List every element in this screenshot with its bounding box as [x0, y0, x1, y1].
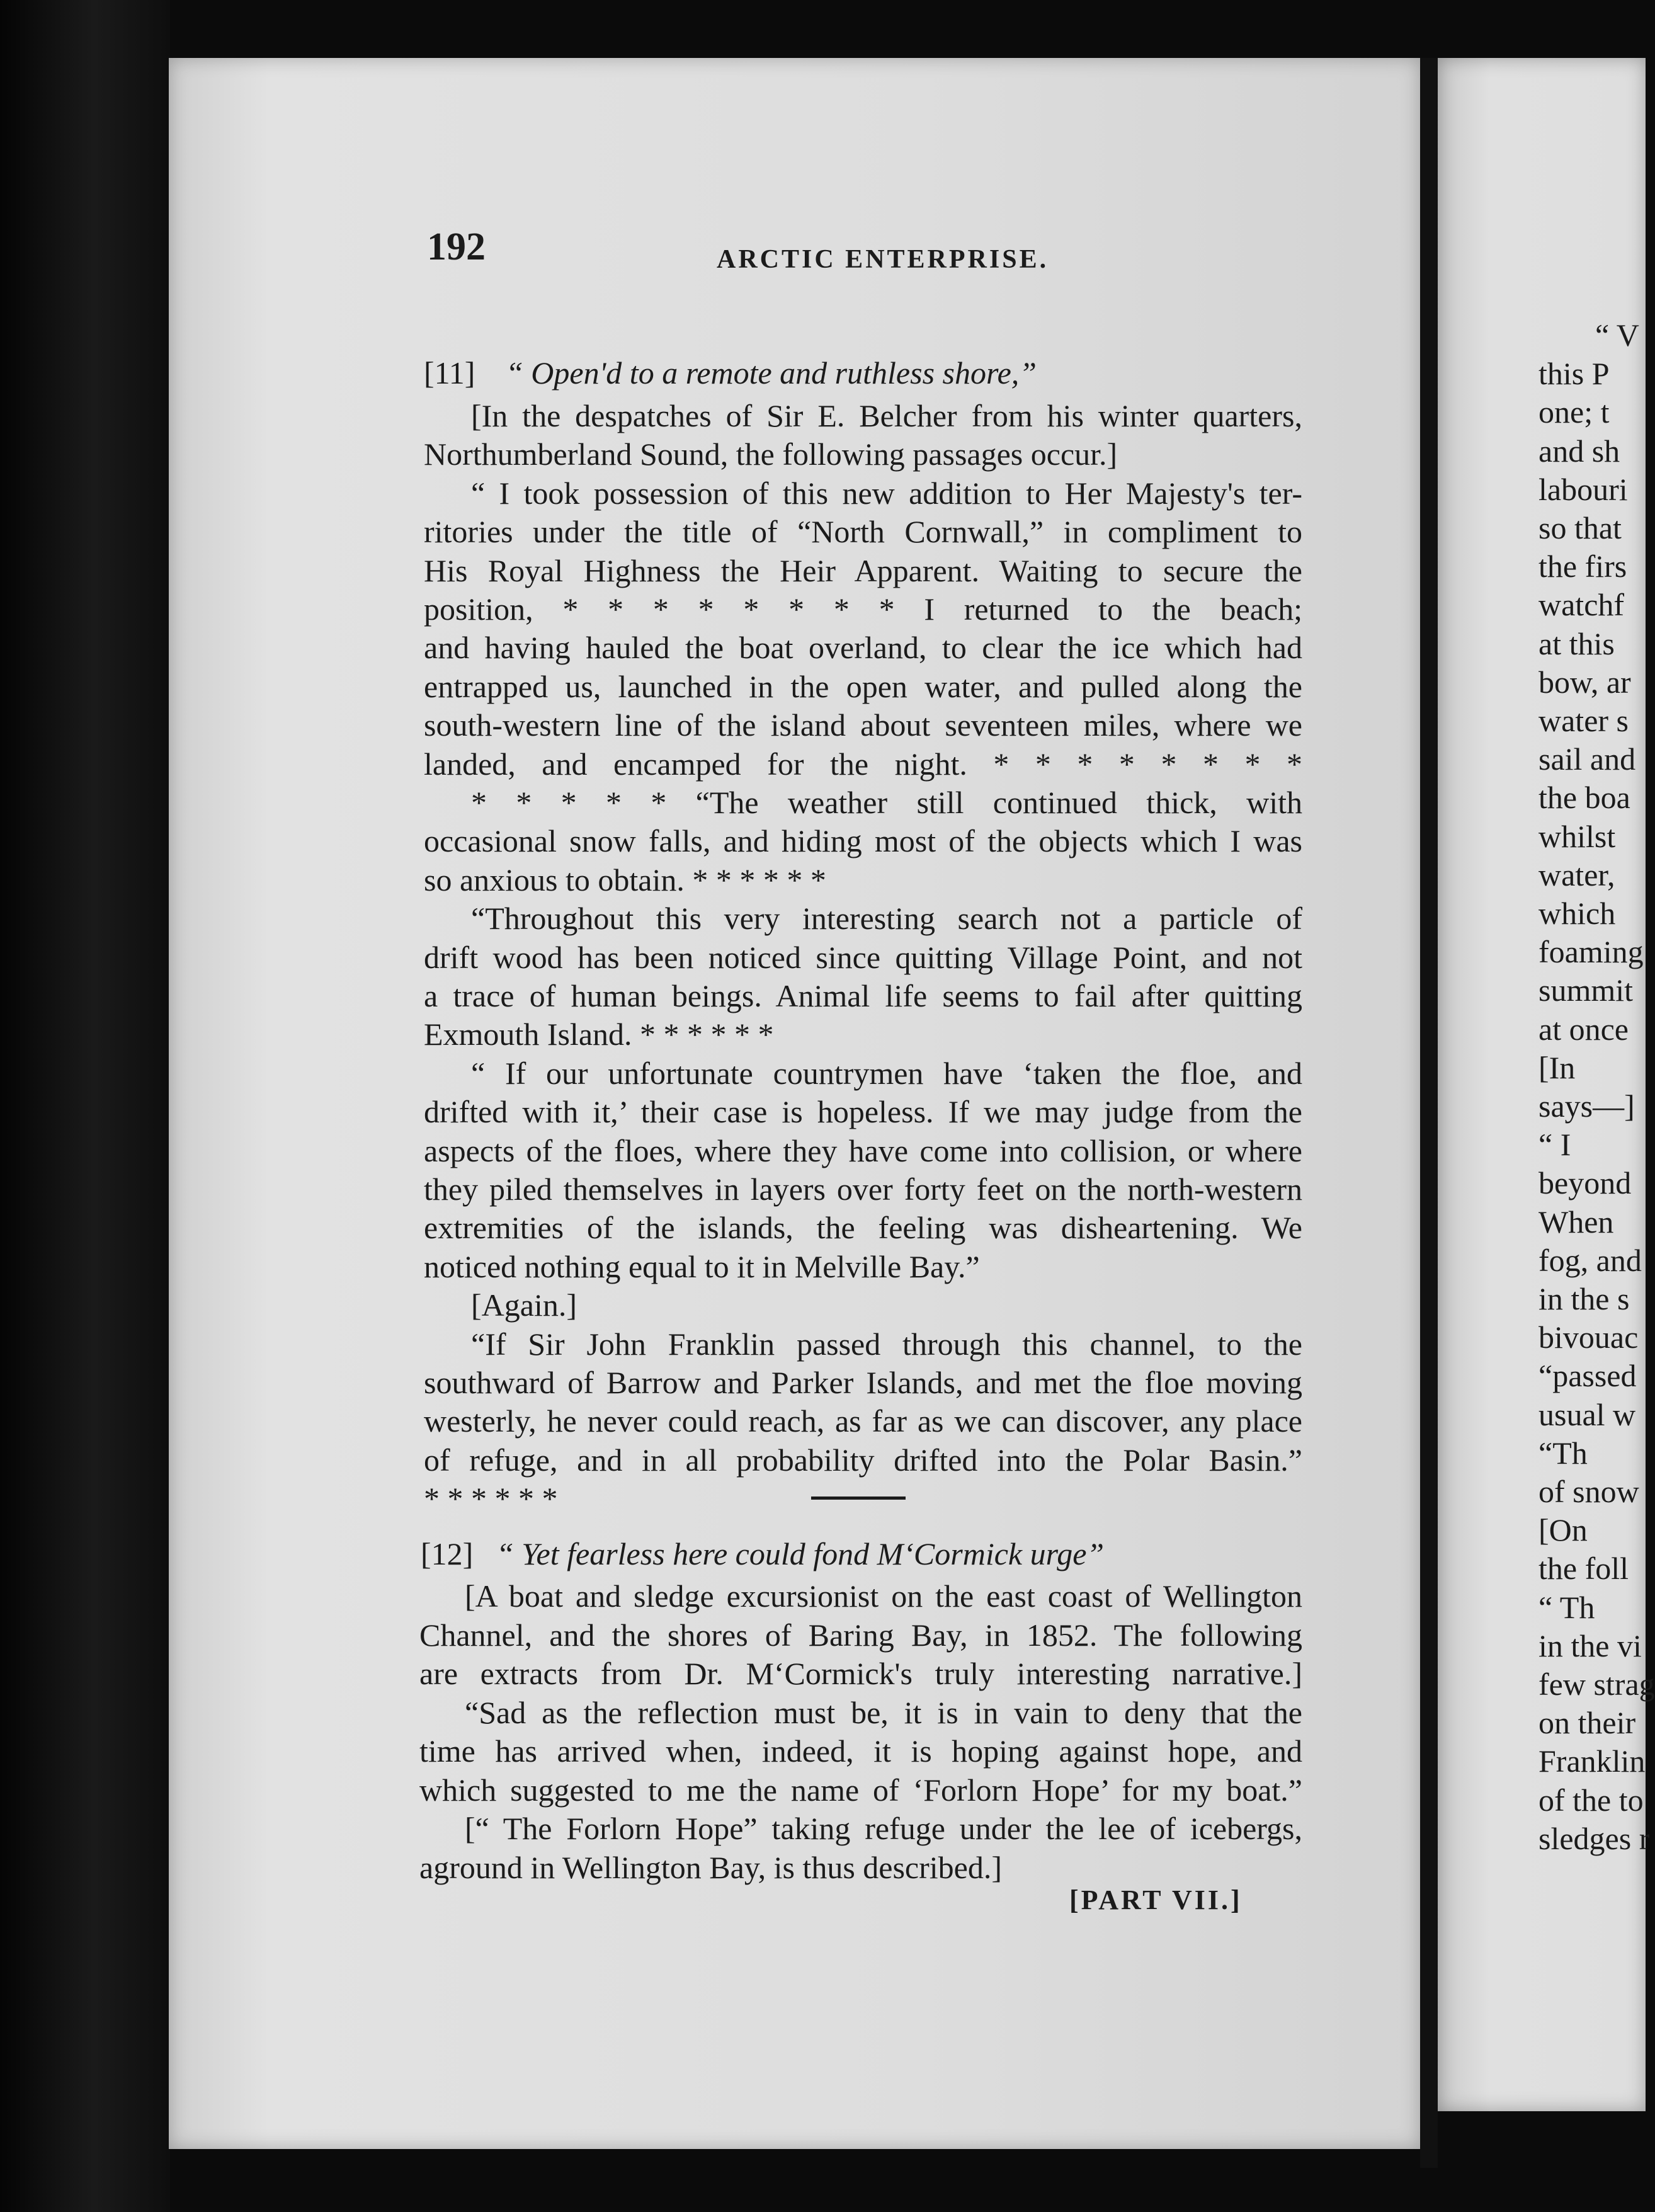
right-page-fragment: this P	[1538, 356, 1610, 391]
right-page-fragment: fog, and	[1538, 1243, 1642, 1278]
body-line: drifted with it,’ their case is hopeless. If we may judge from the	[424, 1094, 1302, 1129]
right-page-fragment: Franklin	[1538, 1743, 1646, 1779]
section-divider	[811, 1497, 906, 1500]
body-line: a trace of human beings. Animal life seems to fail after quitting	[424, 978, 1302, 1013]
right-page-fragment: at this	[1538, 626, 1615, 661]
body-line: entrapped us, launched in the open water, and pulled along the	[424, 669, 1302, 704]
body-line: south-western line of the island about seventeen miles, where we	[424, 707, 1302, 743]
body-line: * * * * * “The weather still continued thick, with	[471, 785, 1302, 820]
body-line: landed, and encamped for the night. * * * * * * * *	[424, 746, 1302, 782]
body-line: * * * * * *	[424, 1481, 558, 1516]
right-page-fragment: When	[1538, 1204, 1614, 1240]
section-11-title: “ Open'd to a remote and ruthless shore,”	[506, 355, 1037, 391]
body-line: extremities of the islands, the feeling was disheartening. We	[424, 1210, 1302, 1245]
right-page-fragment: which	[1538, 896, 1616, 931]
right-page-fragment: whilst	[1538, 819, 1616, 854]
left-page	[169, 58, 1420, 2149]
body-line: Exmouth Island. * * * * * *	[424, 1017, 774, 1052]
body-line: [“ The Forlorn Hope” taking refuge under the lee of icebergs,	[465, 1811, 1302, 1846]
right-page-fragment: on their	[1538, 1705, 1636, 1740]
body-line: of refuge, and in all probability drifted into the Polar Basin.”	[424, 1442, 1302, 1478]
body-line: so anxious to obtain. * * * * * *	[424, 862, 826, 898]
running-title: ARCTIC ENTERPRISE.	[717, 245, 1049, 274]
right-page-fragment: summit	[1538, 972, 1634, 1008]
right-page-fragment: water,	[1538, 857, 1615, 892]
right-page-fragment: so that	[1538, 510, 1622, 545]
right-page-fragment: the foll	[1538, 1551, 1629, 1586]
right-page-fragment: watchf	[1538, 587, 1625, 622]
right-page-fragment: few strag	[1538, 1667, 1655, 1702]
right-page-fragment: “ I	[1538, 1127, 1571, 1162]
body-line: westerly, he never could reach, as far as we can discover, any place	[424, 1403, 1302, 1439]
right-page-fragment: “ Th	[1538, 1590, 1595, 1625]
right-page-fragment: sledges r	[1538, 1821, 1650, 1856]
body-line: position, * * * * * * * * I returned to the beach;	[424, 591, 1302, 627]
body-line: noticed nothing equal to it in Melville Bay.”	[424, 1249, 980, 1284]
body-line: Northumberland Sound, the following passages occur.]	[424, 436, 1118, 472]
body-line: drift wood has been noticed since quitting Village Point, and not	[424, 940, 1302, 975]
body-line: they piled themselves in layers over forty feet on the north-western	[424, 1172, 1302, 1207]
body-line: “If Sir John Franklin passed through this channel, to the	[471, 1326, 1302, 1362]
body-line: His Royal Highness the Heir Apparent. Waiting to secure the	[424, 553, 1302, 588]
body-line: aground in Wellington Bay, is thus described.]	[419, 1850, 1002, 1885]
right-page-fragment: foaming	[1538, 934, 1644, 969]
body-line: “Throughout this very interesting search not a particle of	[471, 901, 1302, 936]
right-page-fragment: the firs	[1538, 549, 1627, 584]
right-page-fragment: “ V	[1595, 317, 1639, 353]
body-line: [In the despatches of Sir E. Belcher from his winter quarters,	[471, 398, 1302, 433]
right-page-fragment: of the to	[1538, 1782, 1644, 1818]
body-line: time has arrived when, indeed, it is hoping against hope, and	[419, 1733, 1302, 1769]
right-page-fragment: water s	[1538, 703, 1629, 738]
right-page	[1438, 58, 1655, 2111]
right-page-fragment: at once	[1538, 1012, 1629, 1047]
section-12-number: [12]	[421, 1536, 474, 1571]
right-page-fragment: [In	[1538, 1050, 1576, 1085]
catchword: [PART VII.]	[1069, 1884, 1243, 1915]
page-gutter	[1420, 58, 1438, 2168]
body-line: [A boat and sledge excursionist on the east coast of Wellington	[465, 1578, 1302, 1614]
body-line: aspects of the floes, where they have come into collision, or where	[424, 1133, 1302, 1168]
page-number: 192	[427, 225, 486, 268]
right-page-fragment: says—]	[1538, 1088, 1635, 1124]
body-line: “ I took possession of this new addition to Her Majesty's ter-	[471, 476, 1302, 511]
right-page-fragment: bivouac	[1538, 1320, 1639, 1355]
right-page-fragment: labouri	[1538, 472, 1628, 507]
right-page-fragment: in the vi	[1538, 1628, 1642, 1663]
body-line: Channel, and the shores of Baring Bay, in 1852. The following	[419, 1617, 1302, 1653]
right-page-fragment: and sh	[1538, 433, 1620, 469]
section-12-title: “ Yet fearless here could fond M‘Cormick urge”	[496, 1536, 1105, 1571]
book-spine	[0, 0, 170, 2212]
body-line: “Sad as the reflection must be, it is in vain to deny that the	[465, 1695, 1302, 1730]
right-page-fragment: “passed	[1538, 1358, 1637, 1393]
right-page-fragment: usual w	[1538, 1397, 1636, 1432]
right-page-fragment: the boa	[1538, 780, 1630, 815]
right-page-fragment: in the s	[1538, 1281, 1630, 1316]
body-line: are extracts from Dr. M‘Cormick's truly interesting narrative.]	[419, 1656, 1302, 1691]
body-line: [Again.]	[471, 1287, 577, 1323]
body-line: and having hauled the boat overland, to clear the ice which had	[424, 630, 1302, 665]
right-page-fragment: one; t	[1538, 394, 1610, 430]
right-page-fragment: bow, ar	[1538, 664, 1631, 700]
right-page-fragment: beyond	[1538, 1165, 1632, 1200]
section-11-number: [11]	[424, 355, 475, 391]
right-page-fragment: “Th	[1538, 1435, 1588, 1471]
body-line: “ If our unfortunate countrymen have ‘taken the floe, and	[471, 1056, 1302, 1091]
body-line: southward of Barrow and Parker Islands, and met the floe moving	[424, 1365, 1302, 1400]
body-line: which suggested to me the name of ‘Forlorn Hope’ for my boat.”	[419, 1772, 1302, 1808]
right-page-fragment: of snow	[1538, 1474, 1639, 1509]
right-page-fragment: sail and	[1538, 741, 1636, 777]
body-line: ritories under the title of “North Cornwall,” in compliment to	[424, 514, 1302, 549]
right-page-fragment: [On	[1538, 1512, 1588, 1548]
body-line: occasional snow falls, and hiding most of the objects which I was	[424, 823, 1302, 858]
